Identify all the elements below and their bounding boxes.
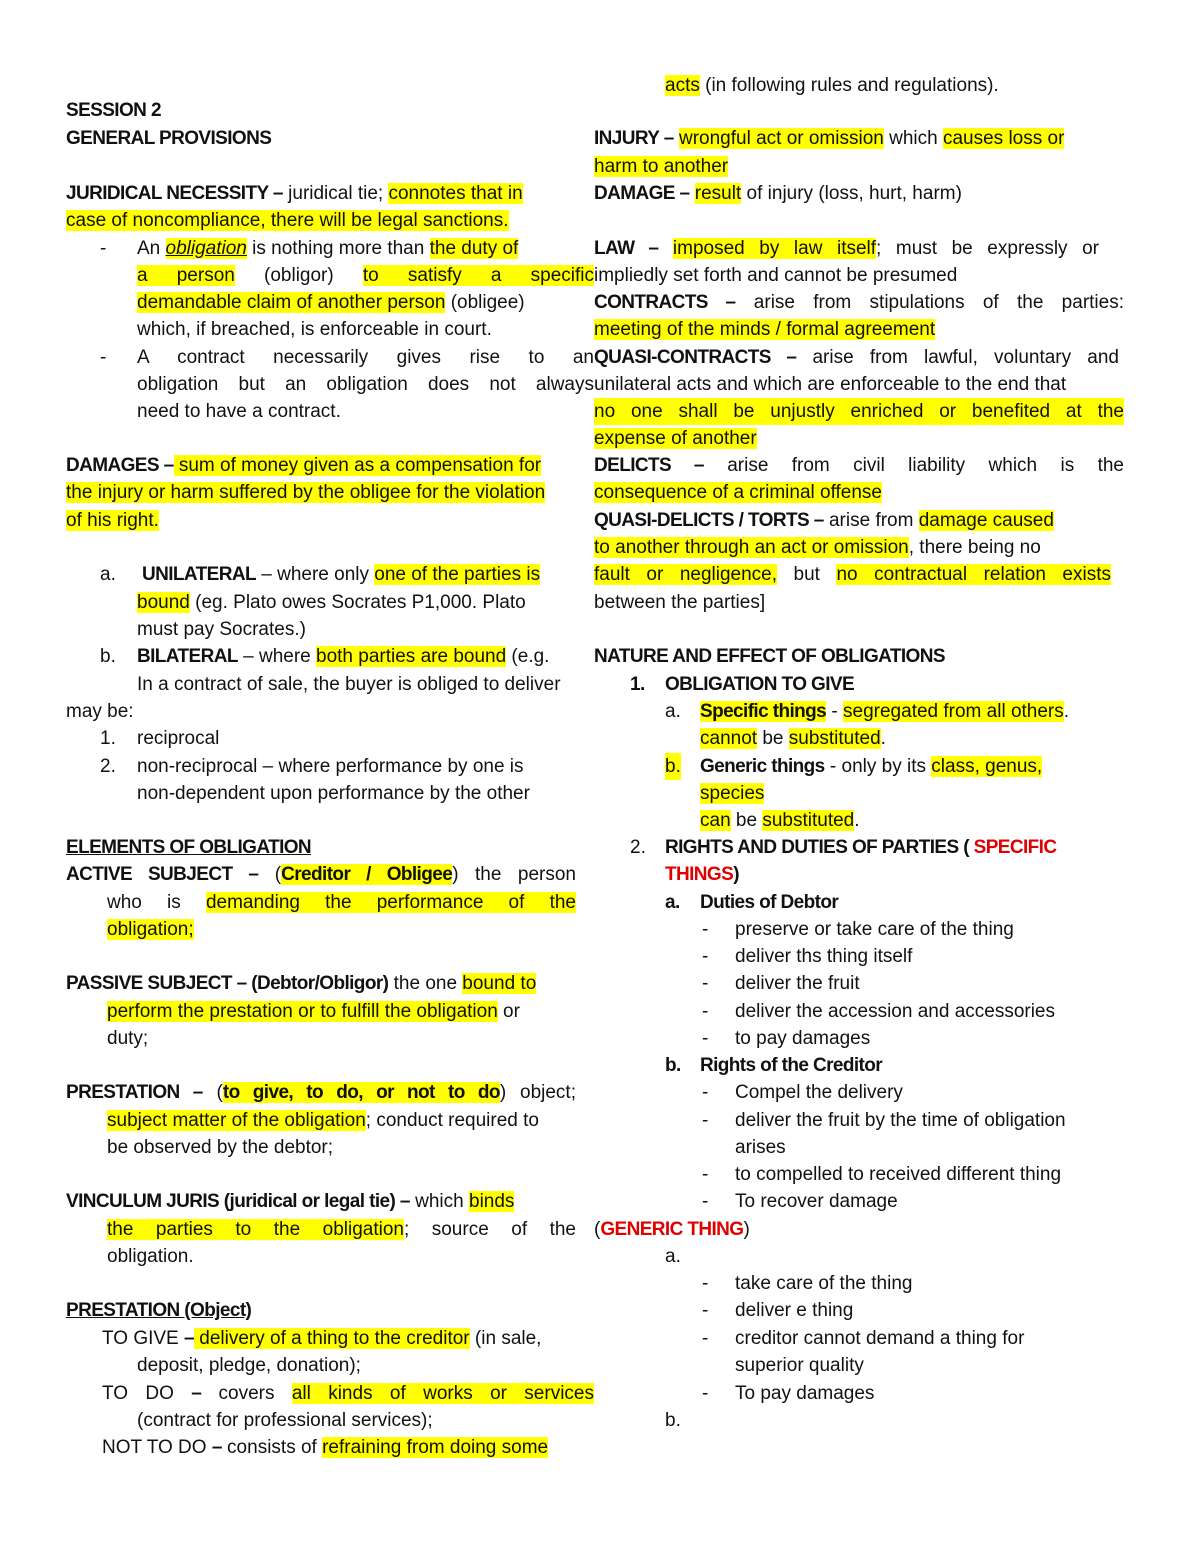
contract-bullet-line-3: need to have a contract.	[137, 401, 341, 422]
duty-item: - deliver the accession and accessories	[702, 1001, 1056, 1022]
generic-a-marker: a.	[665, 1246, 681, 1267]
active-subject-line-3: obligation;	[107, 919, 194, 940]
contract-bullet: - A contract necessarily gives rise to an	[100, 347, 594, 368]
specific-things-line-2: cannot be substituted.	[700, 728, 886, 749]
quasi-contracts-line-3: no one shall be unjustly enriched or benefited at the	[594, 398, 1129, 425]
quasi-delicts-line-2: to another through an act or omission, there being no	[594, 537, 1041, 558]
rights-duties-heading: 2. RIGHTS AND DUTIES OF PARTIES ( SPECIFIC	[630, 837, 1057, 858]
generic-item-continued: superior quality	[735, 1355, 864, 1376]
duty-item: - deliver the fruit	[702, 973, 860, 994]
vinculum-juris-line-2: the parties to the obligation; source of the	[107, 1219, 576, 1240]
quasi-contracts-line: QUASI-CONTRACTS – arise from lawful, voluntary and	[594, 347, 1119, 368]
right-item: - To recover damage	[702, 1191, 898, 1212]
duties-of-debtor-heading: a. Duties of Debtor	[665, 892, 839, 913]
vinculum-juris-line-3: obligation.	[107, 1246, 194, 1267]
right-item: - Compel the delivery	[702, 1082, 903, 1103]
to-give-line-2: deposit, pledge, donation);	[137, 1355, 361, 1376]
generic-item: - deliver e thing	[702, 1300, 854, 1321]
generic-item: - To pay damages	[702, 1383, 875, 1404]
prestation-line: PRESTATION – (to give, to do, or not to do) object;	[66, 1082, 576, 1103]
to-do-line: TO DO – covers all kinds of works or services	[102, 1383, 594, 1404]
generic-things-line-3: can be substituted.	[700, 810, 860, 831]
injury-line: INJURY – wrongful act or omission which causes loss or	[594, 128, 1065, 149]
non-reciprocal-item: 2. non-reciprocal – where performance by one is	[100, 756, 524, 777]
passive-subject-line-3: duty;	[107, 1028, 149, 1049]
reciprocal-item: 1. reciprocal	[100, 728, 220, 749]
damages-line-3: of his right.	[66, 510, 159, 531]
vinculum-juris-line: VINCULUM JURIS (juridical or legal tie) – which binds	[66, 1191, 515, 1212]
right-item: - to compelled to received different thing	[702, 1164, 1062, 1185]
generic-things-line-2: species	[700, 783, 765, 804]
law-line: LAW – imposed by law itself; must be expressly or	[594, 238, 1100, 259]
nature-heading: NATURE AND EFFECT OF OBLIGATIONS	[594, 646, 945, 667]
law-line-2: impliedly set forth and cannot be presumed	[594, 265, 958, 286]
delicts-line: DELICTS – arise from civil liability which is the	[594, 455, 1124, 476]
generic-thing-heading: (GENERIC THING)	[594, 1219, 750, 1240]
session-heading: SESSION 2	[66, 100, 161, 121]
right-item: - deliver the fruit by the time of obligation	[702, 1110, 1066, 1131]
prestation-line-3: be observed by the debtor;	[107, 1137, 334, 1158]
damage-line: DAMAGE – result of injury (loss, hurt, harm)	[594, 183, 962, 204]
non-reciprocal-item-line-2: non-dependent upon performance by the other	[137, 783, 530, 804]
to-do-line-2: (contract for professional services);	[137, 1410, 433, 1431]
right-item-continued: arises	[735, 1137, 786, 1158]
acts-line: acts (in following rules and regulations).	[665, 75, 999, 96]
obligation-bullet-line-2: a person (obligor) to satisfy a specific	[137, 265, 594, 286]
contracts-line-2: meeting of the minds / formal agreement	[594, 319, 936, 340]
not-to-do-line: NOT TO DO – consists of refraining from doing some	[102, 1437, 549, 1458]
quasi-delicts-line: QUASI-DELICTS / TORTS – arise from damage caused	[594, 510, 1054, 531]
quasi-delicts-line-3: fault or negligence, but no contractual relation exists	[594, 564, 1111, 585]
rights-of-creditor-heading: b. Rights of the Creditor	[665, 1055, 883, 1076]
active-subject-line: ACTIVE SUBJECT – (Creditor / Obligee) the person	[66, 864, 576, 885]
generic-item: - take care of the thing	[702, 1273, 913, 1294]
delicts-line-2: consequence of a criminal offense	[594, 482, 882, 503]
specific-things-item: a. Specific things - segregated from all others.	[665, 701, 1070, 722]
unilateral-item-line-2: bound (eg. Plato owes Socrates P1,000. Plato	[137, 592, 526, 613]
contract-bullet-line-2: obligation but an obligation does not always	[137, 374, 594, 395]
elements-heading: ELEMENTS OF OBLIGATION	[66, 837, 312, 858]
passive-subject-line-2: perform the prestation or to fulfill the obligation or	[107, 1001, 520, 1022]
duty-item: - preserve or take care of the thing	[702, 919, 1014, 940]
obligation-bullet-line-4: which, if breached, is enforceable in court.	[137, 319, 492, 340]
unilateral-item-line-3: must pay Socrates.)	[137, 619, 306, 640]
duty-item: - to pay damages	[702, 1028, 871, 1049]
damages-line-2: the injury or harm suffered by the obligee for the violation	[66, 482, 546, 503]
injury-line-2: harm to another	[594, 156, 729, 177]
generic-b-marker: b.	[665, 1410, 681, 1431]
obligation-bullet-line-3: demandable claim of another person (obligee)	[137, 292, 525, 313]
juridical-necessity-line: JURIDICAL NECESSITY – juridical tie; connotes that in	[66, 183, 523, 204]
obligation-to-give-heading: 1. OBLIGATION TO GIVE	[630, 674, 855, 695]
duty-item: - deliver ths thing itself	[702, 946, 913, 967]
unilateral-item: a. UNILATERAL – where only one of the parties is	[100, 564, 541, 585]
passive-subject-line: PASSIVE SUBJECT – (Debtor/Obligor) the one bound to	[66, 973, 537, 994]
quasi-contracts-line-4: expense of another	[594, 428, 757, 449]
active-subject-line-2: who is demanding the performance of the	[107, 892, 576, 913]
quasi-contracts-line-2: unilateral acts and which are enforceable to the end that	[594, 374, 1067, 395]
prestation-line-2: subject matter of the obligation; conduct required to	[107, 1110, 539, 1131]
obligation-bullet: - An obligation is nothing more than the duty of	[100, 238, 519, 259]
quasi-delicts-line-4: between the parties]	[594, 592, 766, 613]
may-be-line: may be:	[66, 701, 134, 722]
general-provisions-heading: GENERAL PROVISIONS	[66, 128, 272, 149]
damages-line: DAMAGES – sum of money given as a compensation for	[66, 455, 542, 476]
bilateral-item-line-2: In a contract of sale, the buyer is obliged to deliver	[137, 674, 561, 695]
bilateral-item: b. BILATERAL – where both parties are bound (e.g.	[100, 646, 550, 667]
rights-duties-heading-line-2: THINGS)	[665, 864, 739, 885]
juridical-necessity-line-2: case of noncompliance, there will be legal sanctions.	[66, 210, 509, 231]
contracts-line: CONTRACTS – arise from stipulations of the parties:	[594, 292, 1124, 313]
generic-things-item: b. Generic things - only by its class, genus,	[594, 753, 1129, 780]
prestation-object-heading: PRESTATION (Object)	[66, 1300, 252, 1321]
to-give-line: TO GIVE – delivery of a thing to the creditor (in sale,	[102, 1328, 542, 1349]
generic-item: - creditor cannot demand a thing for	[702, 1328, 1025, 1349]
